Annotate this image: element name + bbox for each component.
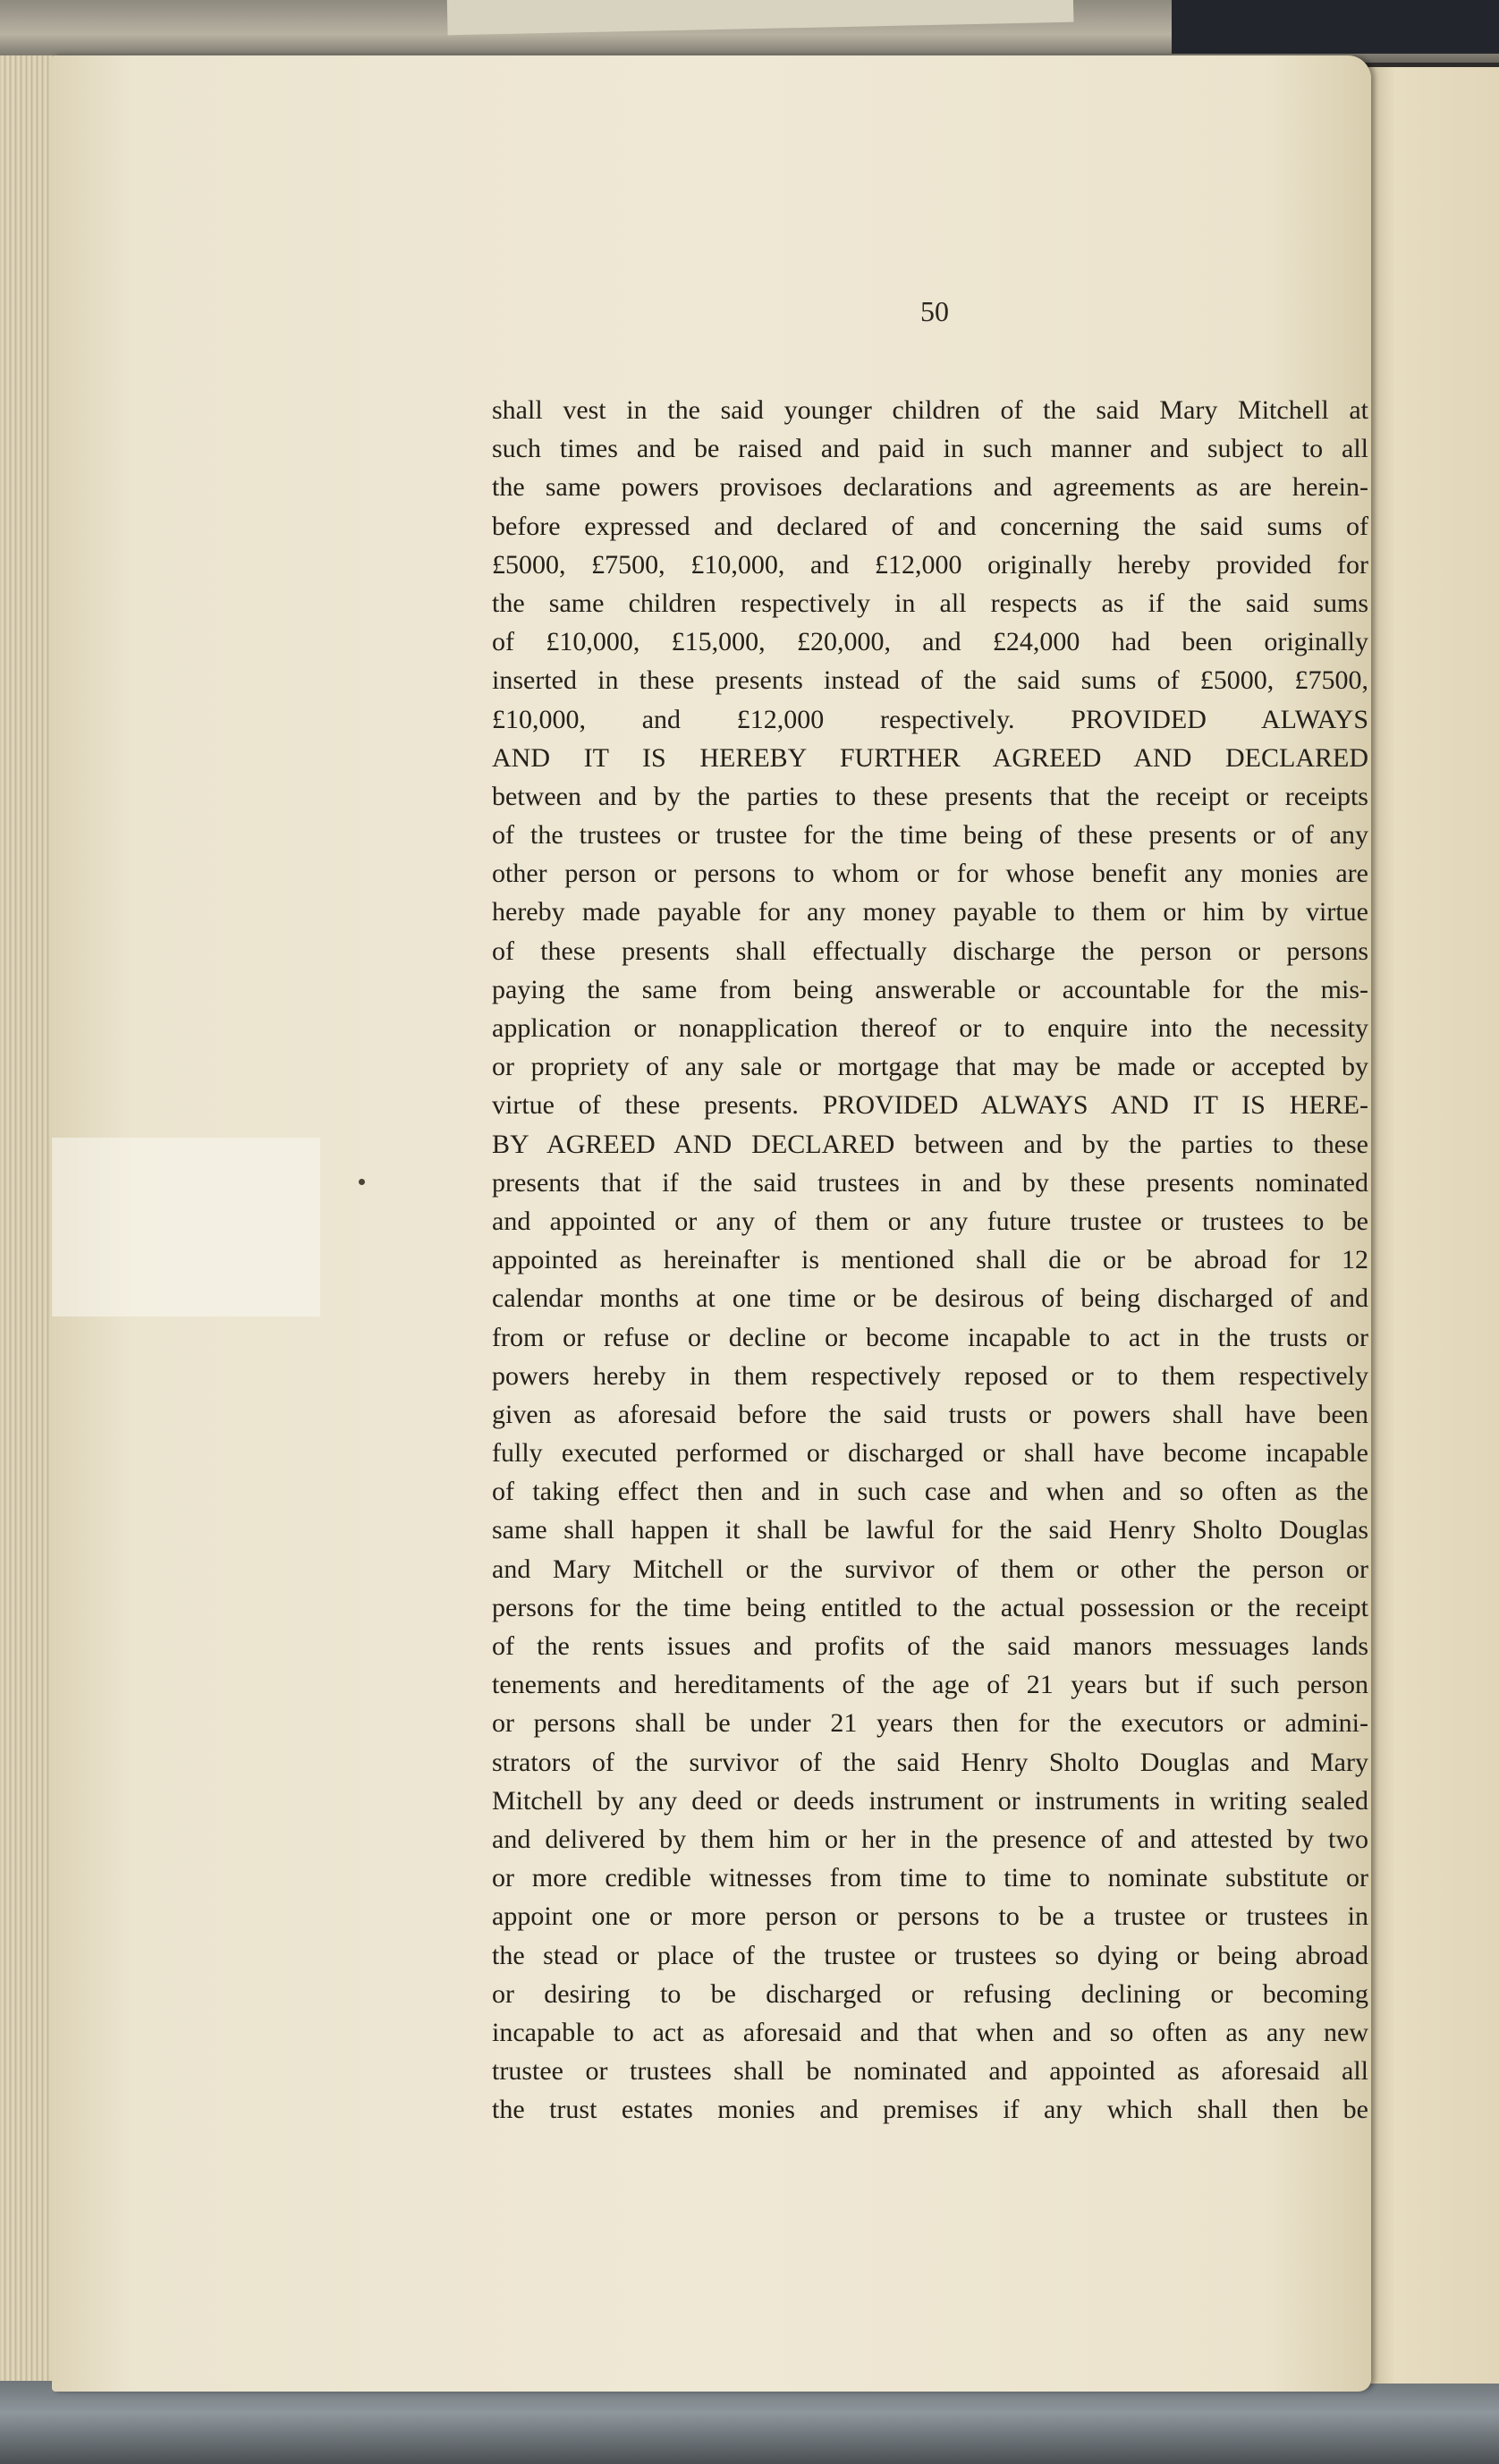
text-line-39: or more credible witnesses from time to time to nominate substitute or bbox=[492, 1863, 1368, 1893]
text-line-30: same shall happen it shall be lawful for the said Henry Sholto Douglas bbox=[492, 1515, 1368, 1545]
tape-patch bbox=[52, 1138, 320, 1317]
text-line-20: BY AGREED AND DECLARED between and by the parties to these bbox=[492, 1129, 1368, 1159]
text-line-44: trustee or trustees shall be nominated and appointed as aforesaid all bbox=[492, 2056, 1368, 2087]
text-line-31: and Mary Mitchell or the survivor of them or other the person or bbox=[492, 1554, 1368, 1584]
text-line-16: paying the same from being answerable or accountable for the mis- bbox=[492, 974, 1368, 1004]
text-line-3: the same powers provisoes declarations and agreements as are herein- bbox=[492, 472, 1368, 503]
text-line-2: such times and be raised and paid in such manner and subject to all bbox=[492, 434, 1368, 464]
text-line-12: of the trustees or trustee for the time being of these presents or of any bbox=[492, 820, 1368, 851]
next-page-edge bbox=[1368, 67, 1499, 2384]
top-dark-cover bbox=[1172, 0, 1499, 54]
text-line-42: or desiring to be discharged or refusing declining or becoming bbox=[492, 1978, 1368, 2009]
text-line-11: between and by the parties to these presents that the receipt or receipts bbox=[492, 781, 1368, 811]
page-number: 50 bbox=[920, 295, 949, 327]
text-line-34: tenements and hereditaments of the age of 21 years but if such person bbox=[492, 1670, 1368, 1700]
text-line-22: and appointed or any of them or any future trustee or trustees to be bbox=[492, 1206, 1368, 1236]
text-line-6: the same children respectively in all respects as if the said sums bbox=[492, 588, 1368, 618]
text-line-26: powers hereby in them respectively reposed or to them respectively bbox=[492, 1360, 1368, 1391]
text-line-36: strators of the survivor of the said Henry Sholto Douglas and Mary bbox=[492, 1747, 1368, 1777]
text-line-5: £5000, £7500, £10,000, and £12,000 originally hereby provided for bbox=[492, 549, 1368, 580]
text-line-41: the stead or place of the trustee or trustees so dying or being abroad bbox=[492, 1940, 1368, 1970]
text-line-27: given as aforesaid before the said trusts or powers shall have been bbox=[492, 1399, 1368, 1429]
text-line-10: AND IT IS HEREBY FURTHER AGREED AND DECLARED bbox=[492, 742, 1368, 773]
text-line-15: of these presents shall effectually discharge the person or persons bbox=[492, 936, 1368, 966]
text-line-18: or propriety of any sale or mortgage that may be made or accepted by bbox=[492, 1052, 1368, 1082]
text-line-33: of the rents issues and profits of the said manors messuages lands bbox=[492, 1631, 1368, 1661]
top-background-strip bbox=[0, 0, 1499, 63]
text-line-8: inserted in these presents instead of the said sums of £5000, £7500, bbox=[492, 665, 1368, 696]
bottom-background-strip bbox=[0, 2379, 1499, 2464]
text-line-24: calendar months at one time or be desirous of being discharged of and bbox=[492, 1283, 1368, 1314]
text-line-13: other person or persons to whom or for whose benefit any monies are bbox=[492, 859, 1368, 889]
text-line-17: application or nonapplication thereof or to enquire into the necessity bbox=[492, 1013, 1368, 1043]
text-line-19: virtue of these presents. PROVIDED ALWAYS AND IT IS HERE- bbox=[492, 1090, 1368, 1121]
text-line-40: appoint one or more person or persons to be a trustee or trustees in bbox=[492, 1901, 1368, 1932]
text-line-9: £10,000, and £12,000 respectively. PROVIDED ALWAYS bbox=[492, 704, 1368, 734]
ink-dot bbox=[359, 1179, 365, 1185]
text-line-14: hereby made payable for any money payable to them or him by virtue bbox=[492, 897, 1368, 927]
text-line-21: presents that if the said trustees in and by these presents nominated bbox=[492, 1167, 1368, 1198]
text-line-25: from or refuse or decline or become incapable to act in the trusts or bbox=[492, 1322, 1368, 1352]
body-text bbox=[492, 391, 1368, 2129]
text-line-4: before expressed and declared of and concerning the said sums of bbox=[492, 511, 1368, 541]
top-paper-label bbox=[447, 0, 1074, 35]
text-line-37: Mitchell by any deed or deeds instrument or instruments in writing sealed bbox=[492, 1785, 1368, 1816]
text-line-28: fully executed performed or discharged or shall have become incapable bbox=[492, 1438, 1368, 1469]
text-line-1: shall vest in the said younger children of the said Mary Mitchell at bbox=[492, 395, 1368, 425]
text-line-38: and delivered by them him or her in the presence of and attested by two bbox=[492, 1824, 1368, 1854]
text-line-43: incapable to act as aforesaid and that when and so often as any new bbox=[492, 2017, 1368, 2047]
text-line-35: or persons shall be under 21 years then for the executors or admini- bbox=[492, 1708, 1368, 1739]
text-line-7: of £10,000, £15,000, £20,000, and £24,000 had been originally bbox=[492, 627, 1368, 657]
text-line-23: appointed as hereinafter is mentioned shall die or be abroad for 12 bbox=[492, 1245, 1368, 1275]
text-line-45: the trust estates monies and premises if any which shall then be bbox=[492, 2095, 1368, 2125]
text-line-32: persons for the time being entitled to the actual possession or the receipt bbox=[492, 1592, 1368, 1622]
text-line-29: of taking effect then and in such case and when and so often as the bbox=[492, 1477, 1368, 1507]
